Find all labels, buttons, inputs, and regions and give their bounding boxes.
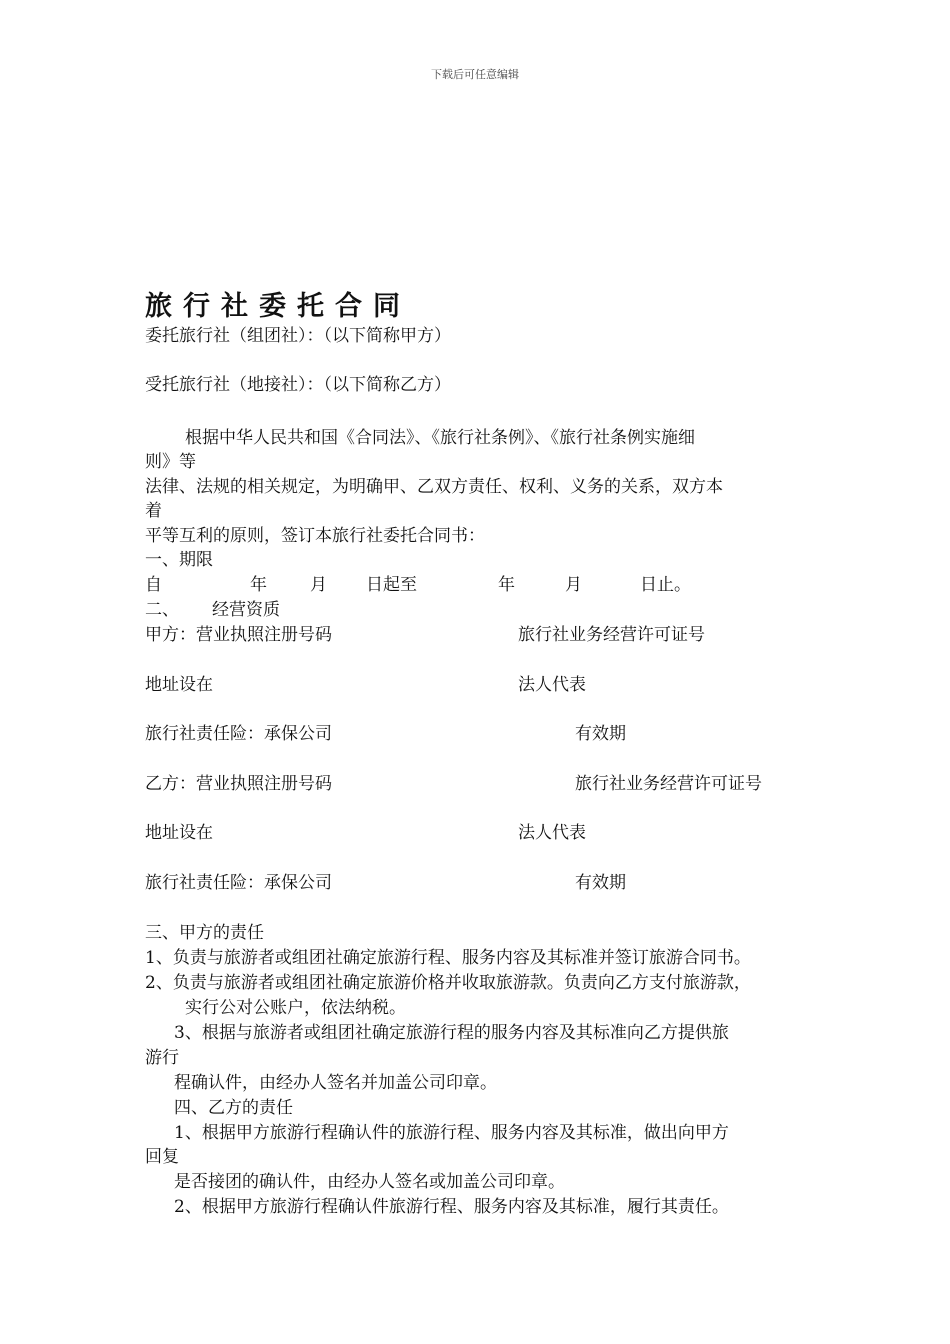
- party-b-line: 受托旅行社（地接社）：（以下简称乙方）: [145, 375, 451, 395]
- clause-line: 2、负责与旅游者或组团社确定旅游价格并收取旅游款。负责向乙方支付旅游款，: [145, 973, 751, 993]
- party-a-address: 地址设在: [145, 675, 213, 695]
- date-field-label: 年: [498, 575, 515, 595]
- date-field-label: 日止。: [640, 575, 691, 595]
- section-heading-qualification: 二、: [145, 600, 179, 620]
- party-b-insurance: 旅行社责任险：承保公司: [145, 873, 332, 893]
- intro-line: 根据中华人民共和国《合同法》、《旅行社条例》、《旅行社条例实施细: [185, 428, 695, 448]
- section-heading-party-b-duties: 四、乙方的责任: [174, 1098, 293, 1118]
- clause-line: 1、负责与旅游者或组团社确定旅游行程、服务内容及其标准并签订旅游合同书。: [145, 948, 751, 968]
- section-heading-qualification-label: 经营资质: [212, 600, 280, 620]
- party-a-permit: 旅行社业务经营许可证号: [518, 625, 705, 645]
- intro-line: 平等互利的原则，签订本旅行社委托合同书：: [145, 526, 485, 546]
- party-b-permit: 旅行社业务经营许可证号: [575, 774, 762, 794]
- party-b-license: 乙方：营业执照注册号码: [145, 774, 332, 794]
- contract-title: 旅行社委托合同: [145, 291, 411, 322]
- clause-line: 回复: [145, 1147, 179, 1167]
- party-a-legal-rep: 法人代表: [518, 675, 586, 695]
- date-field-label: 自: [145, 575, 162, 595]
- date-field-label: 日起至: [366, 575, 417, 595]
- clause-line: 游行: [145, 1048, 179, 1068]
- party-b-address: 地址设在: [145, 823, 213, 843]
- clause-line: 1、根据甲方旅游行程确认件的旅游行程、服务内容及其标准，做出向甲方: [174, 1123, 729, 1143]
- page-header-note: 下载后可任意编辑: [431, 68, 519, 81]
- party-a-insurance: 旅行社责任险：承保公司: [145, 724, 332, 744]
- party-a-valid: 有效期: [575, 724, 626, 744]
- party-a-license: 甲方：营业执照注册号码: [145, 625, 332, 645]
- intro-line: 着: [145, 501, 162, 521]
- clause-line: 3、根据与旅游者或组团社确定旅游行程的服务内容及其标准向乙方提供旅: [174, 1023, 729, 1043]
- date-field-label: 年: [250, 575, 267, 595]
- date-field-label: 月: [565, 575, 582, 595]
- party-b-valid: 有效期: [575, 873, 626, 893]
- date-field-label: 月: [310, 575, 327, 595]
- intro-line: 法律、法规的相关规定，为明确甲、乙双方责任、权利、义务的关系，双方本: [145, 477, 723, 497]
- clause-line: 实行公对公账户，依法纳税。: [185, 998, 406, 1018]
- clause-line: 程确认件，由经办人签名并加盖公司印章。: [174, 1073, 497, 1093]
- party-b-legal-rep: 法人代表: [518, 823, 586, 843]
- clause-line: 是否接团的确认件，由经办人签名或加盖公司印章。: [174, 1172, 565, 1192]
- section-heading-party-a-duties: 三、甲方的责任: [145, 923, 264, 943]
- section-heading-term: 一、期限: [145, 550, 213, 570]
- clause-line: 2、根据甲方旅游行程确认件旅游行程、服务内容及其标准，履行其责任。: [174, 1197, 729, 1217]
- party-a-line: 委托旅行社（组团社）：（以下简称甲方）: [145, 326, 451, 346]
- intro-line: 则》等: [145, 452, 196, 472]
